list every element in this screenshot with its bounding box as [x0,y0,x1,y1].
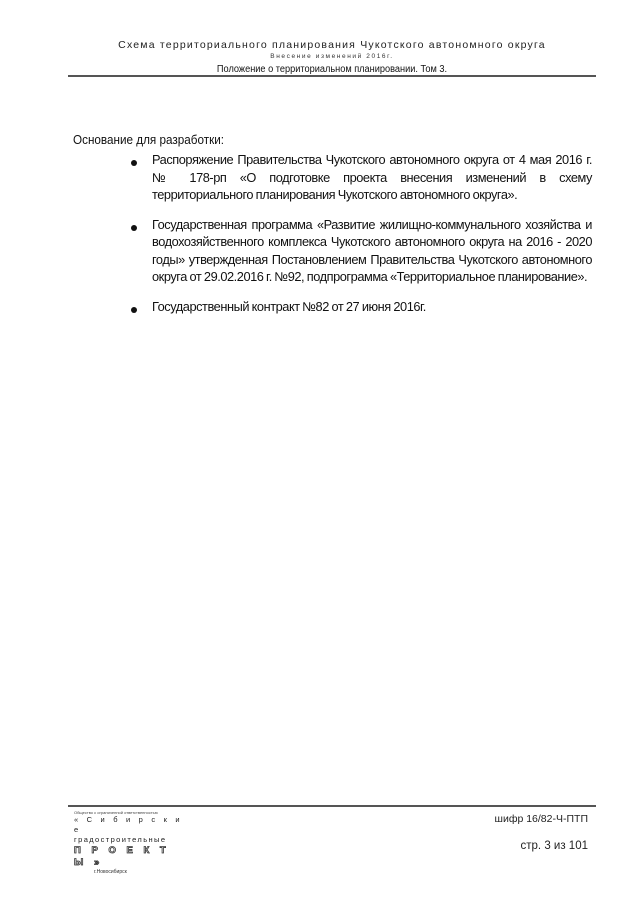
list-item [128,216,592,286]
document-header [68,38,596,76]
footer-divider [68,805,596,807]
logo-org-type: Общество с ограниченной ответственностью [74,810,158,815]
logo-line-1: « С и б и р с к и е [74,815,183,834]
document-cipher: шифр 16/82-Ч-ПТП [494,813,588,825]
page-number: стр. 3 из 101 [520,840,588,852]
list-item [128,298,592,316]
header-divider [68,75,596,77]
header-volume: Положение о территориальном планировании. Том 3. [216,64,448,75]
bullet-icon [131,225,137,231]
list-item-text: Распоряжение Правительства Чукотского автономного округа от 4 мая 2016 г. № 178-рп «О подготовке проекта внесения изменений в схему территориального планирования Чукотского автономного округа». [152,152,592,202]
bullet-icon [131,160,137,166]
list-item [128,151,592,204]
bullet-icon [131,307,137,313]
list-item-text: Государственный контракт №82 от 27 июня 2016г. [152,298,426,314]
header-title: Схема территориального планирования Чукотского автономного округа [118,39,546,51]
logo-line-3: П Р О Е К Т Ы » [74,845,170,868]
logo-line-2: градостроительные [74,835,167,844]
logo-city: г.Новосибирск [94,869,127,875]
company-logo [74,810,184,875]
list-item-text: Государственная программа «Развитие жилищно-коммунального хозяйства и водохозяйственного комплекса Чукотского автономного округа на 2016 - 2020 годы» утвержденная Постановлением Правительства Чукотского автономного округа от 29.02.2016 г. №92, подпрограмма «Территориальное планирование». [152,216,592,284]
basis-heading: Основание для разработки: [73,132,224,147]
basis-list [128,151,592,327]
header-subtitle: Внесение изменений 2016г. [270,53,394,60]
